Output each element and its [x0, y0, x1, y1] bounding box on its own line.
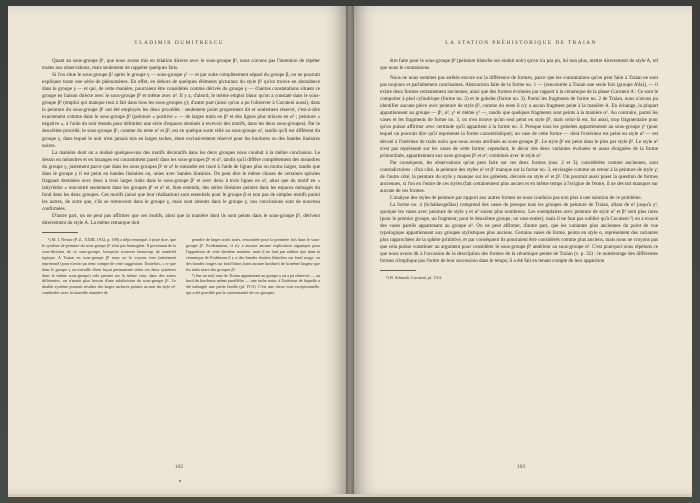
paragraph: La manière dont on a réalisé quelques-uns des motifs décoratifs dans les deux groupes nous conduit à la même conclusion. Le dessin en méandres et en losanges est couramment pareil dans les sous-groupes β¹ et α², tandis qu'il diffère complètement des méandres du groupe γ, justement parce que dans les sous-groupes β¹ et α² le méandre est tracé à l'aide de lignes plus ou moins larges, tandis que dans le groupe γ il est peint en bandes linéaires ou, unies avec bandes linéaires. On peut dire le même choses de certaines spirales frappant destinées avec deux à trois larges traits dans le sous-groupe β¹ et avec deux à trois lignes en α², ainsi que du motif en « labyrinthe » rencontré seulement dans les groupes β¹ et α² et, bien entendu, des séries linéaires peintes dans les espaces ménagés du fond dans les deux groupes. Ces motifs (ainsi que leur réalisation) sont essentiels pour le groupe β et non pas de simples motifs parmi les autres, de sorte que, s'ils se retrouvent dans le groupe γ, mais sont absents dans le groupe γ, nos conclusions sont de nouveau confirmées.: [42, 149, 320, 212]
left-page-body: [42, 58, 320, 296]
footnote: peindre de larges traits noirs, rencontrée pour la première fois dans le sous-groupe β¹. Evidemment, il n'y a aucune aucune explication organique pour l'apparition de cette dernière manière, mais il ne faut pas oublier que dans la céramique de Frabbeani il y a des bandes étroites blanches sur fond rouge, ou des bandes rouges sur fond blanc (sans aucune bordure) de la même largeur que les traits noirs des groupes β¹.: [186, 237, 320, 272]
paragraph: Quant au sous-groupe β¹, que nous avons mis en relation directe avec le sous-groupe β², nous n'avons pas l'intention de répéter toutes nos observations, mais seulement de rappeler quelques faits.: [42, 58, 320, 72]
footnote-separator: [42, 232, 78, 233]
footnote-separator: [380, 270, 416, 271]
right-page-body: [380, 58, 658, 281]
footnotes-left: [42, 237, 320, 296]
page-edge: [8, 494, 692, 497]
footnote: ²) Sur un seul vase de Traian appartenant au groupe γ on a pu observer — au bord du bordeaux même parallèles — une tache noire, à l'intérieur de laquelle a été ménagée une petite feuille (pl. IV/3). C'est une chose tout exceptionnelle, qui a été possible par la contremanité de ces groupes.: [186, 272, 320, 296]
page-mark-dot: [179, 480, 181, 482]
running-head-left: VLADIMIR DUMITRESCU: [134, 40, 224, 46]
footnote: ¹) M. I. Nestor (P. Z., XXIII, 1932, p. 109) a déjà remarqué, à juste titre, que le système de peinture du sous-groupe β¹ n'est pas homogène. Il provenant de la sous-division de ce sous-groupe, lorsqu'on trouvera beaucoup de matériel typique. A Traian en sous-groupe β¹ nous ne le voyons rien (nettement représenté) pour n'avoir pu tenir compte de cette suggestion. Toutefois, « ce que dans le groupe γ on travaille d'une façon permanente selon ces deux systèmes dans le même sous-groupe) cela permet sur la même vase, dans des zones différentes, on n'aurait plus besoin d'une subdivision du sous-groupe β¹. Le double système pourrait résulter des larges surfaces peintes au noir du style α², combinées avec la nouvelle manière de: [42, 237, 176, 296]
page-number-left: 102: [174, 464, 184, 470]
paragraph: Par conséquent, les observations qu'on peut faire sur ces deux formes (nos. 2 et 3), considérées comme anciennes, sont contradictoires : d'un côté, la peinture des styles α² et β² manque sur la forme no. 3, envisagée comme un retour à la peinture de style γ; de l'autre côté, la peinture du style γ manque sur les gobelets, décorés en style α² et β². On pourrait aussi poser la question de formes anciennes, si l'on en l'entre de ces styles (fait certainement plus ancien et en même temps à l'origine de l'entre, il ne devrait manquer sur aucune de ces formes.: [380, 159, 658, 194]
page-number-right: 103: [516, 464, 526, 470]
paragraph: Nous ne nous sommes pas arrêtés encore sur la différence de formes, parce que les constatations qu'on peut faire à Traian ne sont pas toujours et parfaitement concluantes. Abstraction faite de la forme no. 1 — (rencontrée à Traian une seule fois (groupe Alla)), — il existe deux formes certainement anciennes, ainsi que des formes évoluées par rapport à la céramique de la phase Cucuteni A : Ce sont le compotier à pied cylindrique (forme no. 2) et le gobelet (forme no. 3). Parmi les fragments de forme no. 2 de Traian, nous n'avons pu identifier aucune pièce avec peinture de style β², comme du reste il n'y a aucun fragment peint à la manière A. En échange, la plupart appartiennent au groupe — β¹, α², γ¹ et même γ³ —, tandis que quelques fragments sont peints à la manière α². Au contraire, parmi les vases et les fragments de forme no. 3, on n'en trouve qu'un seul peint en style β², mais celui-là est, lui aussi, trop fragmentaire pour qu'on puisse affirmer avec certitude qu'il appartient à la forme no. 3. Presque tous les gobelets appartiennent au sous-groupe γ¹ (pour lequel on pourrait dire qu'il représente la forme caractéristique); un vase de cette forme — dont l'extérieur est peint en style α² — est décoré à l'intérieur de traits noirs que nous avons attribués au sous-groupe β¹. Le style β² est peint dans le plus par style β¹. Le style α² n'est pas représenté sur les vases de cette forme; cependant, le décor des deux variantes évoluées et assez éloignées de la forme primordiale, appartiennent aux sous-groupes β¹ et α², combinés avec le style α².: [380, 75, 658, 159]
book-gutter: [346, 6, 354, 494]
left-page: [8, 6, 350, 494]
paragraph: La forme no. 4 (Schalkesgefäss) comprend des vases de presque tous les groupes de peinture de Traian, allant de α² jusqu'à γ³, quoique les vases avec peinture de style γ et α² soient plus nombreux. Les exemplaires avec peinture de style α² et β² sont plus rares (pour le premier groupe, un fragment; pour le deuxième groupe, un vase entier), mais il ne faut pas oublier qu'à Cucuteni ²) on a trouvé des vases pareils appartenant au groupe α². On ne peut affirmer, d'autre part, que les variantes plus anciennes du point de vue typologique appartiennent aux groupes stylistiques plus anciens. Certains vases de forme, peints en style α, représentent des variantes plus rapprochées de la sphère primitive, et par conséquent ils pourraient être considérés comme plus anciens, mais nous ne croyons pas que cela puisse constituer un argument pour considérer le sous-groupe β² antérieur au sous-groupe α². C'est pourquoi nous répétons ce que nous avons dit à l'occasion de la description des formes de la céramique peinte de Traian (v. p. 33) : le numérotage des différentes formes n'implique pas l'ordre de leur succession dans le temps; il a été fait en tenant compte de leur apparition: [380, 201, 658, 265]
footnote: ²) H. Schmidt, Cucuteni, pl. 13/4.: [386, 275, 442, 281]
paragraph: être faite pour le sous-groupe β² (peinture blanche sur enduit noir) qu'on n'a pas pu, lui non plus, mettre directement du style A, tel que nous le connaissons.: [380, 58, 658, 72]
footnotes-right: [380, 275, 658, 281]
paragraph: D'autre part, on ne peut pas affirmer que ces motifs, ainsi que la manière dont ils sont peints dans le sous-groupe β¹, dérivent directement du style A. La même remarque doit: [42, 213, 320, 227]
running-head-right: LA STATION PRÉHISTORIQUE DE TRAIAN: [445, 40, 597, 46]
paragraph: L'analyse des styles de peinture par rapport aux autres formes ne nous conduira pas non plus à une solution de ce problème.: [390, 194, 642, 201]
paragraph: Si l'on situe le sous-groupe β¹ après le groupe γ — sous-groupe γ¹ — et par suite complètement séparé du groupe β, on ne pourrait expliquer toute une série de phénomènes. En effet, en dehors de quelques éléments picturaux du style β¹ qu'on trouve en abondance dans le groupe γ — et qui, de cette manière, pourraient être considérés comme dérivés du groupe γ — d'autres constatations situent ce groupe en liaison directe avec le sous-groupe β² et même avec α². Il y a, d'abord, le même emploi blanc qu'on a constaté dans le sous-groupe β² (emploi qui manque tout à fait dans tous les sous-groupes γ); d'autre part (ainsi qu'on a pu l'observer à Cucuteni aussi), dans la peinture du sous-groupe β¹ ont été employés les deux procédés : seulement point proprement dit et seulement réservé, c'est-à-dire exactement comme dans le sous-groupe β² (peinture « positive » — de larges traits en β² et des lignes plus minces en α² ; peinture « négative », à l'aide du noir étendu pour délimiter une série d'espaces destinés à recevoir des motifs, dans les deux sous-groupes). Par le deuxième procédé, le sous-groupe β¹, comme du reste α² et β², est en quelque sorte relié au sous-groupe α¹, tandis qu'il est différent du groupe γ, dans lequel le noir n'est jamais mis en larges taches, étant exclusivement réservé pour les bordures ou des bandes linéaires noires.: [42, 72, 320, 149]
right-page: [350, 6, 692, 494]
